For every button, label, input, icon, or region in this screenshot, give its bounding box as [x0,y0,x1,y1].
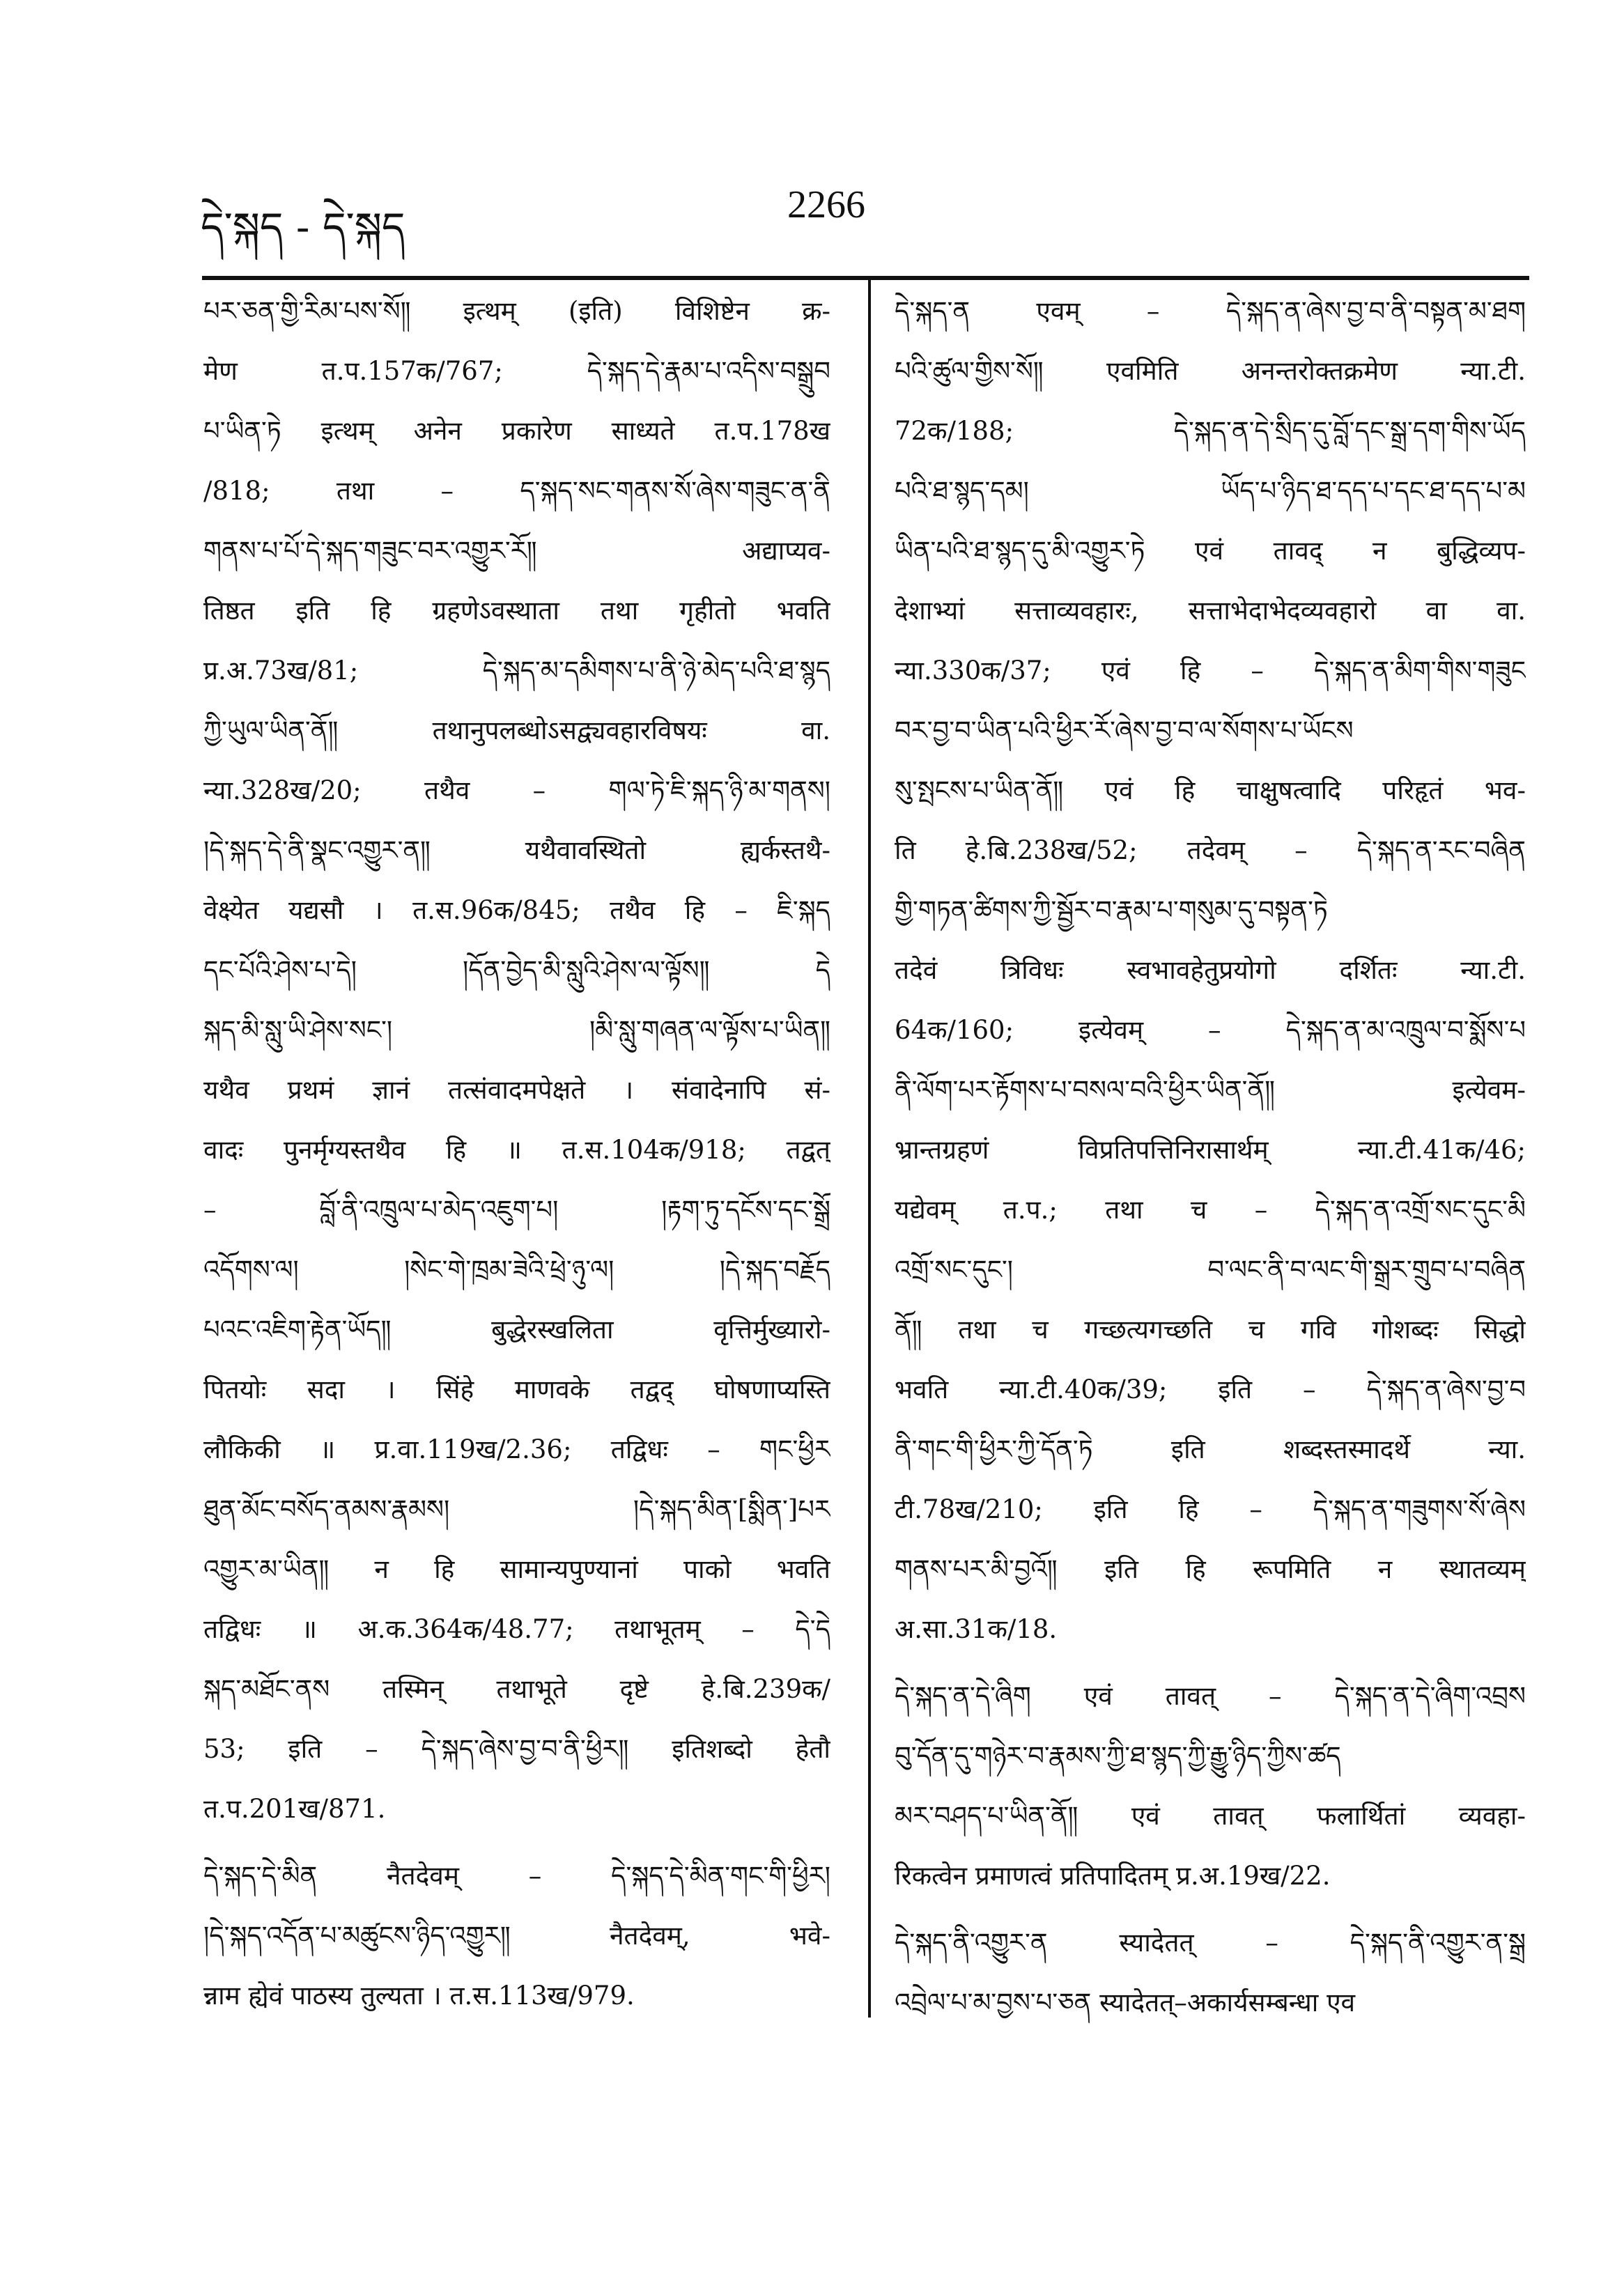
entry-text-line: यद्येवम् त.प.; तथा च – དེ་སྐད་ན་འགྲོ་སང་དུང་མི [895,1195,1526,1225]
entry-text-line: སྐད་མི་སླུ་ཡི་ཤེས་སང་། །མི་སླུ་གཞན་ལ་ལྟོས་པ་ཡིན༎ [203,1015,830,1045]
right-column [895,281,1526,2040]
entry-text-line: ཐུན་མོང་བསོད་ནམས་རྣམས། །དེ་སྐད་མིན་[སྨིན་]པར [203,1494,830,1524]
entry-text-line: དེ་སྐད་ན་དེ་ཞིག एवं तावत् – དེ་སྐད་ན་དེ་ཞིག་འབྲས [895,1681,1526,1711]
entry-text-line: ནོ༎ तथा च गच्छत्यगच्छति च गवि गोशब्दः सिद्धो [895,1315,1526,1345]
entry-text-line: 53; इति – དེ་སྐད་ཞེས་བྱ་བ་ནི་ཕྱིར༎ इतिशब्दो हेतौ [203,1734,830,1764]
dictionary-entry [895,1913,1526,2033]
entry-text-line: བུ་དོན་དུ་གཉེར་བ་རྣམས་ཀྱི་ཐ་སྙད་ཀྱི་རྒྱུ་ཉིད་ཀྱིས་ཚད [895,1741,1341,1771]
entry-text-line: वेक्ष्येत यद्यसौ । त.स.96क/845; तथैव हि – ཇི་སྐད [203,895,830,925]
entry-text-line: ནི་གང་གི་ཕྱིར་ཀྱི་དོན་ཏེ इति शब्दस्तस्मादर्थे न्या. [895,1434,1526,1464]
entry-text-line: मेण त.प.157क/767; དེ་སྐད་དེ་རྣམ་པ་འདིས་བསྒྲུབ [203,356,830,386]
entry-text-line: /818; तथा – ད་སྐད་སང་གནས་སོ་ཞེས་གཟུང་ན་ནི [203,476,830,506]
entry-text-line: །དེ་སྐད་འདོན་པ་མཚུངས་ཉིད་འགྱུར༎ नैतदेवम्, भवे- [203,1921,830,1951]
entry-text-line: लौकिकी ॥ प्र.वा.119ख/2.36; तद्विधः – གང་ཕྱིར [203,1434,830,1464]
dictionary-entry [895,1666,1526,1906]
dictionary-entry [895,281,1526,1659]
entry-text-line: པའང་འཇིག་རྟེན་ཡོད༎ बुद्धेरस्खलिता वृत्तिर्मुख्यारो- [203,1315,830,1345]
entry-text-line: དང་པོའི་ཤེས་པ་དེ། །དོན་བྱེད་མི་སླུའི་ཤེས་ལ་ལྟོས༎ དེ [203,955,830,985]
entry-text-line: པའི་ཚུལ་གྱིས་སོ༎ एवमिति अनन्तरोक्तक्रमेण न्या.टी. [895,356,1526,386]
entry-text-line: टी.78ख/210; इति हि – དེ་སྐད་ན་གཟུགས་སོ་ཞེས [895,1494,1526,1524]
entry-text-line: न्या.328ख/20; तथैव – གལ་ཏེ་ཇི་སྐད་ཉི་མ་གནས། [203,775,830,805]
entry-text-line: 64क/160; इत्येवम् – དེ་སྐད་ན་མ་འཁྲུལ་བ་སྨོས་པ [895,1015,1526,1045]
left-column [203,281,830,2033]
entry-text-line: ཀྱི་ཡུལ་ཡིན་ནོ༎ तथानुपलब्धोऽसद्व्यवहारविषयः वा. [203,715,830,745]
entry-text-line: དེ་སྐད་དེ་མིན नैतदेवम् – དེ་སྐད་དེ་མིན་གང་གི་ཕྱིར། [203,1861,830,1891]
entry-text-line: འདོགས་ལ། །སེང་གེ་ཁྲམ་ཟེའི་ཕྲེ་ཉུ་ལ། །དེ་སྐད་བརྗོད [203,1255,830,1285]
entry-text-line: पितयोः सदा । सिंहे माणवके तद्वद् घोषणाप्यस्ति [203,1375,830,1404]
running-head: དེ་སྐད - དེ་སྐད [201,203,405,251]
entry-text-line: ति हे.बि.238ख/52; तदेवम् – དེ་སྐད་ན་རང་བཞིན [895,835,1526,865]
entry-text-line: གནས་པར་མི་བྱའོ༎ इति हि रूपमिति न स्थातव्यम् [895,1554,1526,1584]
entry-text-line: – བློ་ནི་འཁྲུལ་པ་མེད་འཇུག་པ། །རྟག་ཏུ་དངོས་དང་སྒྲོ [203,1195,830,1225]
entry-text-line: འགྲོ་སང་དུང་། བ་ལང་ནི་བ་ལང་གི་སྒྲར་གྲུབ་པ་བཞིན [895,1255,1526,1285]
entry-text-line: न्या.330क/37; एवं हि – དེ་སྐད་ན་མིག་གིས་གཟུང [895,656,1526,686]
dictionary-entry [203,281,830,1839]
entry-text-line: वादः पुनर्मृग्यस्तथैव हि ॥ त.स.104क/918; तद्वत् [203,1135,830,1165]
entry-text-line: གནས་པ་པོ་དེ་སྐད་གཟུང་བར་འགྱུར་རོ༎ अद्याप्यव- [203,536,830,566]
entry-text-line: པའི་ཐ་སྙད་དམ། ཡོད་པ་ཉིད་ཐ་དད་པ་དང་ཐ་དད་པ་མ [895,476,1526,506]
entry-text-line: प्र.अ.73ख/81; དེ་སྐད་མ་དམིགས་པ་ནི་ཉེ་མེད་པའི་ཐ་སྙད [203,656,830,686]
entry-text-line: ཡིན་པའི་ཐ་སྙད་དུ་མི་འགྱུར་ཏེ एवं तावद् न बुद्धिव्यप- [895,536,1526,566]
entry-text-line: भवति न्या.टी.40क/39; इति – དེ་སྐད་ན་ཞེས་བྱ་བ [895,1375,1526,1404]
entry-text-line: མར་བཤད་པ་ཡིན་ནོ༎ एवं तावत् फलार्थितां व्यवहा- [895,1801,1526,1831]
entry-text-line: तद्विधः ॥ अ.क.364क/48.77; तथाभूतम् – དེ་དེ [203,1614,830,1644]
page-number: 2266 [787,183,865,226]
entry-text-line: བར་བྱ་བ་ཡིན་པའི་ཕྱིར་རོ་ཞེས་བྱ་བ་ལ་སོགས་པ་ཡོངས [895,715,1354,745]
entry-text-line: ནི་ལོག་པར་རྟོགས་པ་བསལ་བའི་ཕྱིར་ཡིན་ནོ༎ इत्येवम- [895,1075,1526,1105]
entry-text-line: तदेवं त्रिविधः स्वभावहेतुप्रयोगो दर्शितः न्या.टी. [895,955,1526,985]
entry-text-line: དེ་སྐད་ནི་འགྱུར་ན स्यादेतत् – དེ་སྐད་ནི་འགྱུར་ན་སྒྲ [895,1928,1526,1958]
entry-text-line: 72क/188; དེ་སྐད་ན་དེ་སྲིད་དུ་བློ་དང་སྒྲ་དག་གིས་ཡོད [895,416,1526,446]
entry-text-line: པ་ཡིན་ཏེ इत्थम् अनेन प्रकारेण साध्यते त.प.178ख [203,416,830,446]
entry-text-line: པར་ཅན་གྱི་རིམ་པས་སོ༎ इत्थम् (इति) विशिष्टेन क्र- [203,296,830,326]
entry-text-line: यथैव प्रथमं ज्ञानं तत्संवादमपेक्षते । संवादेनापि सं- [203,1075,830,1105]
header-rule [202,276,1529,280]
entry-text-line: देशाभ्यां सत्ताव्यवहारः, सत्ताभेदाभेदव्यवहारो वा वा. [895,596,1526,626]
column-divider [868,276,871,2018]
entry-text-line: གྱི་གཏན་ཚིགས་ཀྱི་སྦྱོར་བ་རྣམ་པ་གསུམ་དུ་བསྟན་ཏེ [895,895,1328,925]
entry-text-line: रिकत्वेन प्रमाणत्वं प्रतिपादितम् प्र.अ.19ख/22. [895,1861,1331,1891]
entry-text-line: न्नाम ह्येवं पाठस्य तुल्यता । त.स.113ख/979. [203,1981,635,2011]
entry-text-line: འགྱུར་མ་ཡིན༎ न हि सामान्यपुण्यानां पाको भवति [203,1554,830,1584]
entry-text-line: अ.सा.31क/18. [895,1614,1058,1644]
dictionary-entry [203,1846,830,2026]
entry-text-line: འབྲེལ་པ་མ་བྱས་པ་ཅན स्यादेतत्–अकार्यसम्बन्धा एव [895,1988,1356,2018]
entry-text-line: भ्रान्तग्रहणं विप्रतिपत्तिनिरासार्थम् न्या.टी.41क/46; [895,1135,1526,1165]
entry-text-line: སྐད་མཐོང་ནས तस्मिन् तथाभूते दृष्टे हे.बि.239क/ [203,1674,830,1704]
entry-text-line: तिष्ठत इति हि ग्रहणेऽवस्थाता तथा गृहीतो भवति [203,596,830,626]
entry-text-line: སུ་སྤངས་པ་ཡིན་ནོ༎ एवं हि चाक्षुषत्वादि परिहृतं भव- [895,775,1526,805]
entry-text-line: །དེ་སྐད་དེ་ནི་སྣང་འགྱུར་ན༎ यथैवावस्थितो ह्यर्कस्तथै- [203,835,830,865]
entry-text-line: དེ་སྐད་ན एवम् – དེ་སྐད་ན་ཞེས་བྱ་བ་ནི་བསྟན་མ་ཐག [895,296,1526,326]
entry-text-line: त.प.201ख/871. [203,1794,386,1824]
